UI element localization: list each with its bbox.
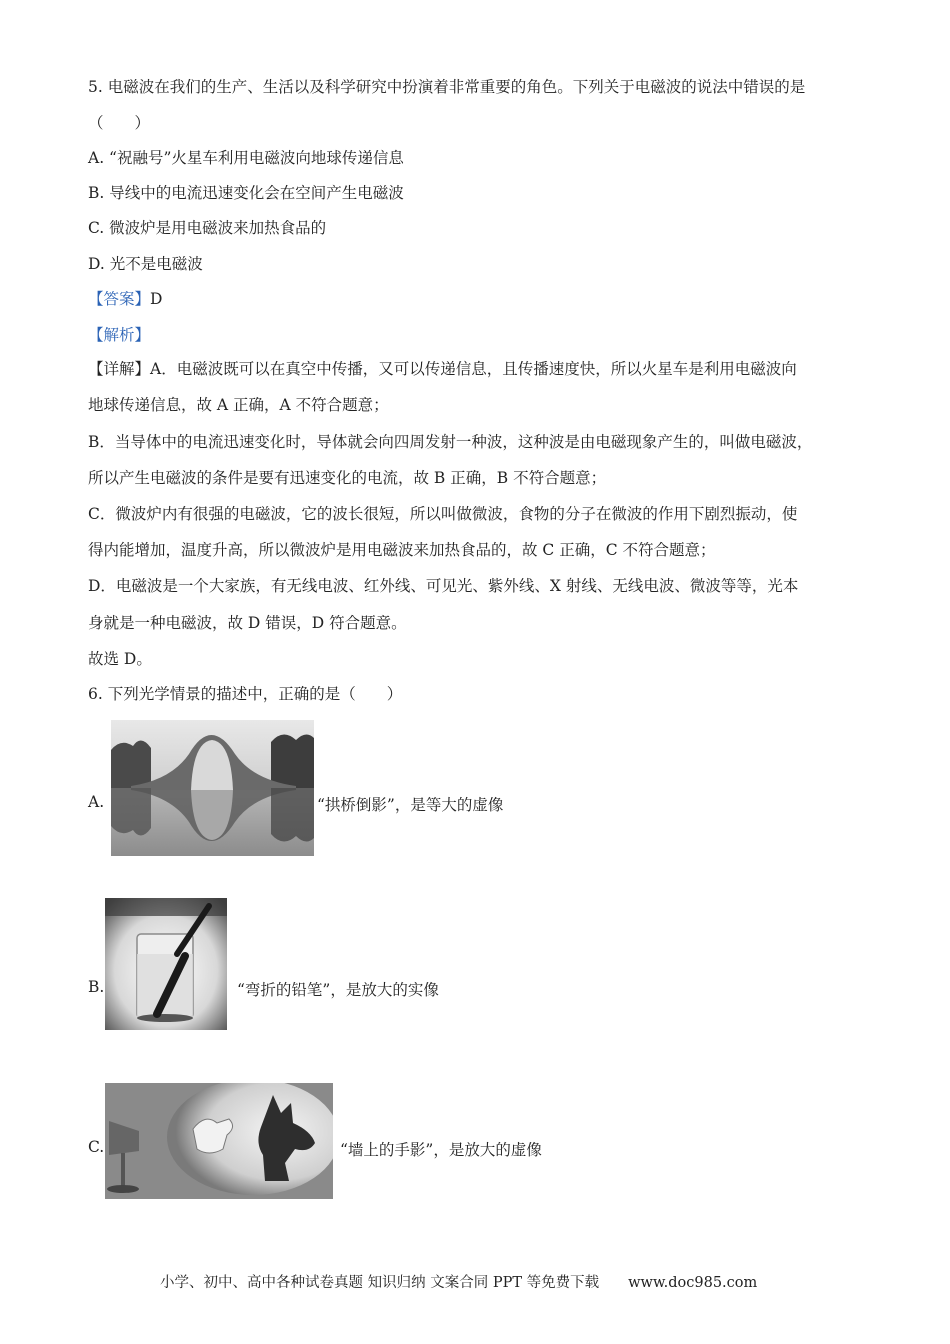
explanation-line-7: D．电磁波是一个大家族，有无线电波、红外线、可见光、紫外线、X 射线、无线电波、微波等等，光本 (88, 577, 799, 595)
q6-option-b-label: B. (88, 978, 105, 996)
q5-option-b: B. 导线中的电流迅速变化会在空间产生电磁波 (88, 184, 404, 202)
explanation-line-3: B．当导体中的电流迅速变化时，导体就会向四周发射一种波，这种波是由电磁现象产生的，叫做电磁波， (88, 433, 813, 451)
answer-line (88, 289, 162, 309)
answer-tag: 【答案】 (88, 290, 151, 308)
q6-option-c-text: “墙上的手影”，是放大的虚像 (340, 1141, 542, 1159)
explanation-line-5: C．微波炉内有很强的电磁波，它的波长很短，所以叫做微波，食物的分子在微波的作用下剧烈振动，使 (88, 505, 798, 523)
q5-stem-line-1: 5. 电磁波在我们的生产、生活以及科学研究中扮演着非常重要的角色。下列关于电磁波的说法中错误的是 (88, 78, 806, 96)
explanation-line-1 (88, 359, 797, 379)
conclusion-line: 故选 D。 (88, 650, 152, 668)
analysis-line (88, 325, 150, 345)
explanation-line-2: 地球传递信息，故 A 正确，A 不符合题意； (88, 396, 389, 414)
hand-shadow-image (105, 1083, 333, 1199)
explanation-text-1: A．电磁波既可以在真空中传播，又可以传递信息，且传播速度快，所以火星车是利用电磁波向 (150, 360, 797, 378)
q6-option-a-label: A. (88, 793, 105, 811)
bent-pencil-image (105, 898, 227, 1030)
q5-option-a: A. “祝融号”火星车利用电磁波向地球传递信息 (88, 149, 404, 167)
page-footer: 小学、初中、高中各种试卷真题 知识归纳 文案合同 PPT 等免费下载 www.doc985.com (160, 1275, 758, 1291)
q5-option-c: C. 微波炉是用电磁波来加热食品的 (88, 219, 327, 237)
analysis-tag: 【解析】 (88, 326, 151, 344)
q6-option-a-text: “拱桥倒影”，是等大的虚像 (317, 796, 504, 814)
q5-option-d: D. 光不是电磁波 (88, 255, 203, 273)
detail-tag: 【详解】 (88, 360, 151, 378)
q6-stem: 6. 下列光学情景的描述中，正确的是（ ） (88, 685, 403, 703)
explanation-line-6: 得内能增加，温度升高，所以微波炉是用电磁波来加热食品的，故 C 正确，C 不符合题意； (88, 541, 716, 559)
explanation-line-8: 身就是一种电磁波，故 D 错误，D 符合题意。 (88, 614, 407, 632)
explanation-line-4: 所以产生电磁波的条件是要有迅速变化的电流，故 B 正确，B 不符合题意； (88, 469, 607, 487)
bridge-reflection-image (111, 720, 314, 856)
q6-option-b-text: “弯折的铅笔”，是放大的实像 (237, 981, 439, 999)
q6-option-c-label: C. (88, 1138, 105, 1156)
q5-stem-line-2: （ ） (88, 114, 151, 132)
answer-value: D (150, 290, 163, 308)
